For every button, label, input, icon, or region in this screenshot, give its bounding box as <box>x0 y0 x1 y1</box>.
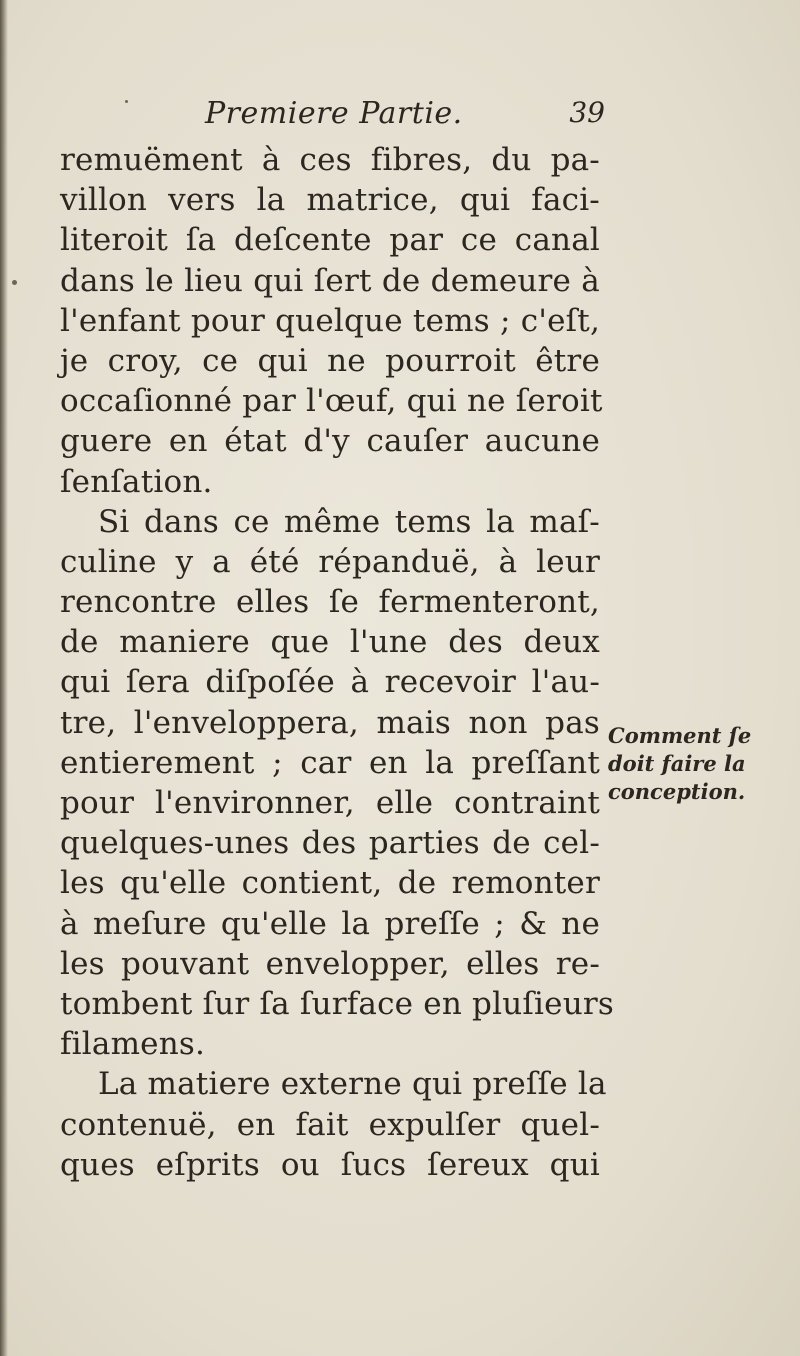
margin-note-line: Comment ſe <box>608 723 752 748</box>
text-line: ques eſprits ou ſucs ſereux qui <box>60 1146 600 1183</box>
paragraph-start-line: Si dans ce même tems la maſ- <box>98 503 600 540</box>
paper-speck <box>12 280 17 285</box>
text-line: qui ſera diſpoſée à recevoir l'au- <box>60 664 600 701</box>
text-line: ſenſation. <box>60 463 213 500</box>
text-line: guere en état d'y cauſer aucune <box>60 423 600 460</box>
margin-note-line: doit faire la <box>608 751 746 776</box>
text-line: tre, l'enveloppera, mais non pas <box>60 704 600 741</box>
text-line: les qu'elle contient, de remonter <box>60 865 600 902</box>
text-line: je croy, ce qui ne pourroit être <box>60 342 600 379</box>
text-line: à meſure qu'elle la preſſe ; & ne <box>60 905 600 942</box>
margin-note-line: conception. <box>608 779 746 804</box>
page-header <box>205 96 605 136</box>
text-line: remuëment à ces fibres, du pa- <box>60 142 600 178</box>
text-line: de maniere que l'une des deux <box>60 624 600 661</box>
paragraph-start-line: La matiere externe qui preſſe la <box>98 1066 607 1103</box>
text-line: literoit ſa deſcente par ce canal <box>60 222 600 259</box>
page-number: 39 <box>569 96 605 129</box>
text-line: filamens. <box>60 1026 206 1063</box>
text-line: dans le lieu qui ſert de demeure à <box>60 262 600 299</box>
text-line: occaſionné par l'œuf, qui ne ſeroit <box>60 383 603 420</box>
text-line: quelques-unes des parties de cel- <box>60 825 600 862</box>
margin-note <box>608 722 798 806</box>
page-binding-edge <box>0 0 8 1356</box>
text-line: entierement ; car en la preſſant <box>60 744 600 781</box>
text-line: villon vers la matrice, qui faci- <box>60 182 600 219</box>
text-line: l'enfant pour quelque tems ; c'eſt, <box>60 302 600 339</box>
text-line: pour l'environner, elle contraint <box>60 785 600 821</box>
text-line: rencontre elles ſe fermenteront, <box>60 584 600 621</box>
running-title: Premiere Partie. <box>205 96 463 131</box>
text-line: contenuë, en fait expulſer quel- <box>60 1106 600 1143</box>
body-text <box>60 140 614 1185</box>
text-line: les pouvant envelopper, elles re- <box>60 945 600 982</box>
text-line: tombent ſur ſa ſurface en pluſieurs <box>60 985 614 1022</box>
paper-speck <box>125 100 128 103</box>
text-line: culine y a été répanduë, à leur <box>60 543 600 580</box>
